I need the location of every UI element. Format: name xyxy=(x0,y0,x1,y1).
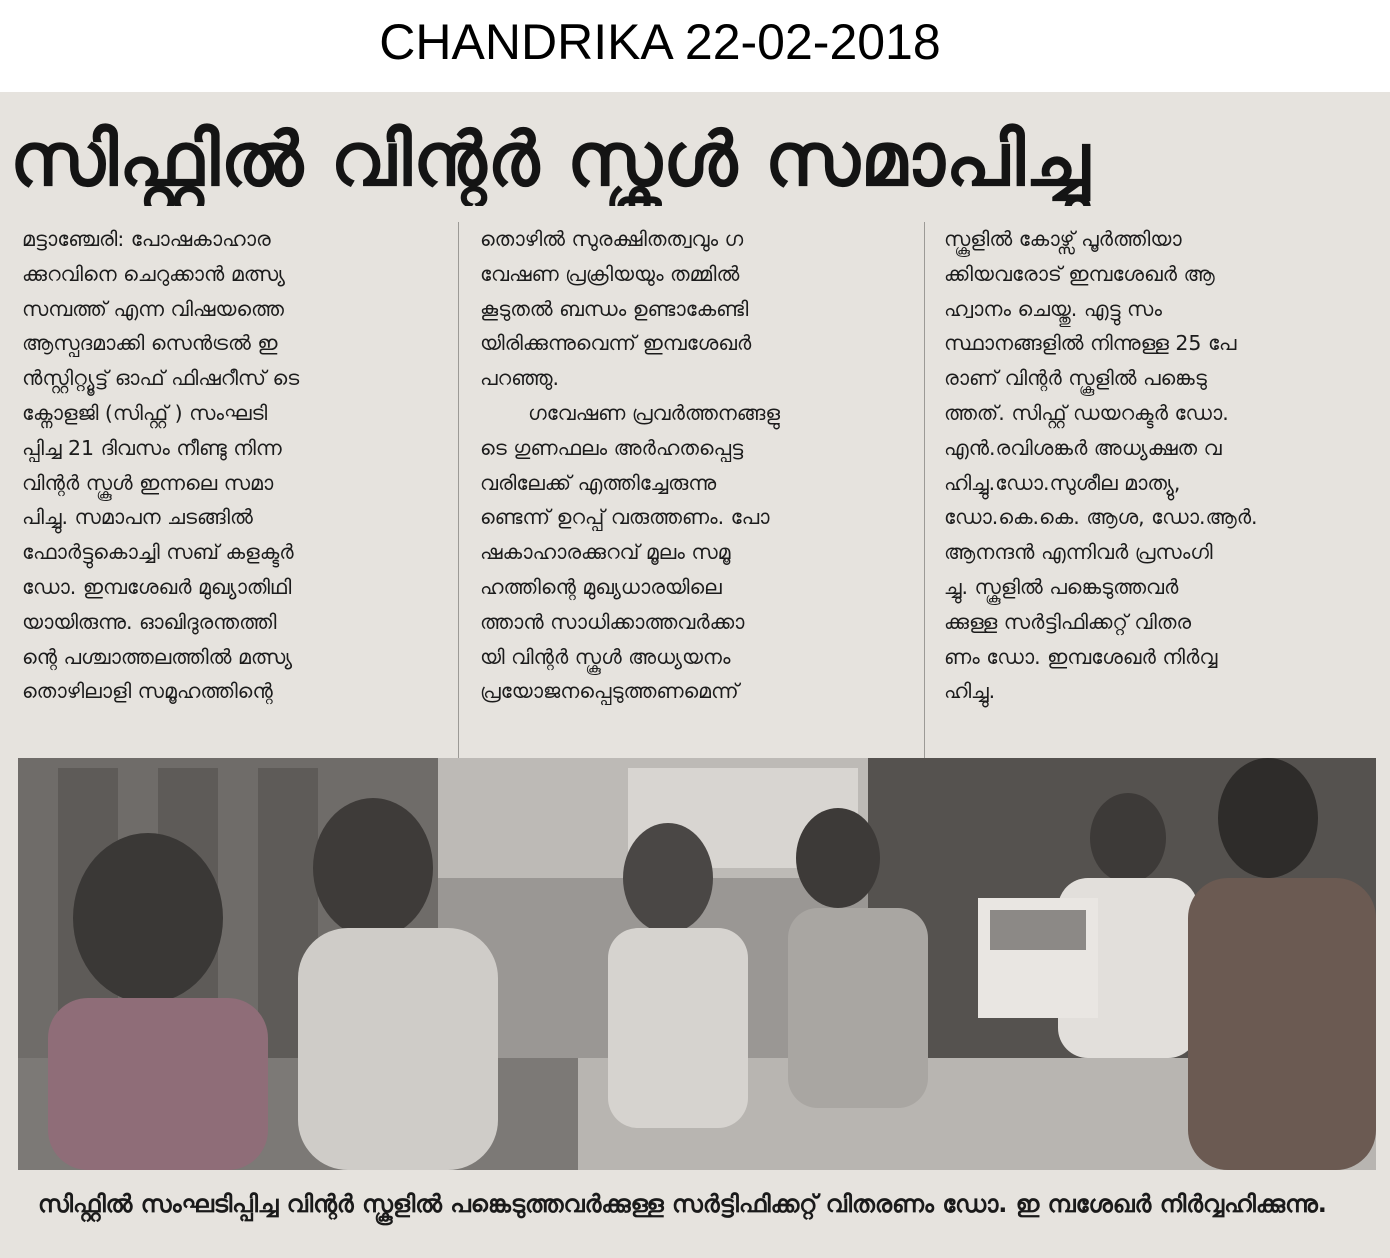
person-5 xyxy=(1090,793,1166,883)
column-line: തൊഴിലാളി സമൂഹത്തിന്റെ xyxy=(22,679,273,704)
column-line: സമ്പത്ത് എന്ന വിഷയത്തെ xyxy=(22,296,284,321)
column-line: എൻ.രവിശങ്കർ അധ്യക്ഷത വ xyxy=(944,435,1222,460)
newspaper-clipping xyxy=(0,92,1390,1258)
column-line: ഡോ. ഇമ്പശേഖർ മുഖ്യാതിഥി xyxy=(22,574,292,599)
column-line: ആനന്ദൻ എന്നിവർ പ്രസംഗി xyxy=(944,540,1213,565)
column-line: ആസ്പദമാക്കി സെൻട്രൽ ഇ xyxy=(22,331,278,356)
column-line: ഗവേഷണ പ്രവർത്തനങ്ങളു xyxy=(528,400,781,425)
column-line: വിന്റർ സ്കൂൾ ഇന്നലെ സമാ xyxy=(22,470,274,495)
column-line: യിരിക്കുന്നുവെന്ന് ഇമ്പശേഖർ xyxy=(480,331,752,356)
column-line: രാണ് വിന്റർ സ്കൂളിൽ പങ്കെടു xyxy=(944,366,1207,391)
column-line: ണ്ടെന്ന് ഉറപ്പ് വരുത്തണം. പോ xyxy=(480,505,770,530)
column-line: ക്കിയവരോട് ഇമ്പശേഖർ ആ xyxy=(944,261,1215,286)
column-line: ന്റെ പശ്ചാത്തലത്തിൽ മത്സ്യ xyxy=(22,644,293,669)
column-line: ച്ചു. സ്കൂളിൽ പങ്കെടുത്തവർ xyxy=(944,574,1179,599)
column-line: പിച്ചു. സമാപന ചടങ്ങിൽ xyxy=(22,505,253,530)
column-line: യി വിന്റർ സ്കൂൾ അധ്യയനം xyxy=(480,644,731,669)
column-line: ഹത്തിന്റെ മുഖ്യധാരയിലെ xyxy=(480,574,722,599)
article-photo xyxy=(18,758,1376,1170)
source-title: CHANDRIKA 22-02-2018 xyxy=(379,14,941,70)
column-line: ക്നോളജി (സിഫ്റ്റ് ) സംഘടി xyxy=(22,400,268,425)
article-headline: സിഫ്റ്റിൽ വിന്റർ സ്കൂൾ സമാപിച്ചു xyxy=(10,117,1091,203)
column-line: ൻസ്റ്റിറ്റ്യൂട്ട് ഓഫ് ഫിഷറീസ് ടെ xyxy=(22,366,300,391)
column-line: ഷകാഹാരക്കുറവ് മൂലം സമൂ xyxy=(480,540,731,565)
person-6 xyxy=(1218,758,1318,878)
column-line: ത്തത്. സിഫ്റ്റ് ഡയറക്ടർ ഡോ. xyxy=(944,400,1229,425)
column-line: ക്കുള്ള സർട്ടിഫിക്കറ്റ് വിതര xyxy=(944,609,1192,634)
column-line: വരിലേക്ക് എത്തിച്ചേരുന്നു xyxy=(480,470,717,495)
column-line: ക്കുറവിനെ ചെറുക്കാൻ മത്സ്യ xyxy=(22,261,285,286)
column-line: ഹിച്ചു. xyxy=(944,679,996,704)
column-line: പറഞ്ഞു. xyxy=(480,366,560,391)
column-line: ഹ്വാനം ചെയ്തു. എട്ടു സം xyxy=(944,296,1162,321)
column-line: പ്പിച്ച 21 ദിവസം നീണ്ടു നിന്ന xyxy=(22,435,282,460)
column-line: മട്ടാഞ്ചേരി: പോഷകാഹാര xyxy=(22,227,271,251)
column-line: ത്താൻ സാധിക്കാത്തവർക്കാ xyxy=(480,609,745,634)
column-line: പ്രയോജനപ്പെടുത്തണമെന്ന് xyxy=(480,679,739,704)
person-1 xyxy=(73,833,223,1003)
column-line: ഡോ.കെ.കെ. ആശ, ഡോ.ആർ. xyxy=(944,505,1258,530)
column-line: സ്ഥാനങ്ങളിൽ നിന്നുള്ള 25 പേ xyxy=(944,331,1237,356)
column-line: ണം ഡോ. ഇമ്പശേഖർ നിർവ്വ xyxy=(944,644,1218,669)
column-line: ടെ ഗുണഫലം അർഹതപ്പെട്ട xyxy=(480,435,744,460)
photo-caption: സിഫ്റ്റിൽ സംഘടിപ്പിച്ച വിന്റർ സ്കൂളിൽ പങ്കെടുത്തവർക്കുള്ള സർട്ടിഫിക്കറ്റ് വിതരണം ഡോ. ഇ മ്പശേഖർ നിർവ്വഹിക്കുന്നു. xyxy=(38,1190,1327,1218)
column-line: തൊഴിൽ സുരക്ഷിതത്വവും ഗ xyxy=(480,227,744,251)
person-2 xyxy=(313,798,433,938)
column-line: കൂടുതൽ ബന്ധം ഉണ്ടാകേണ്ടി xyxy=(480,296,749,321)
column-line: ഫോർട്ടുകൊച്ചി സബ് കളക്ടർ xyxy=(22,540,294,565)
photo-illustration xyxy=(18,758,1376,1170)
person-3 xyxy=(623,823,713,933)
column-line: വേഷണ പ്രക്രിയയും തമ്മിൽ xyxy=(480,261,740,286)
column-line: ഹിച്ചു.ഡോ.സുശീല മാത്യു, xyxy=(944,470,1181,495)
column-line: സ്കൂളിൽ കോഴ്സ് പൂർത്തിയാ xyxy=(944,227,1182,251)
column-line: യായിരുന്നു. ഓഖിദുരന്തത്തി xyxy=(22,609,277,634)
person-4 xyxy=(796,808,880,908)
